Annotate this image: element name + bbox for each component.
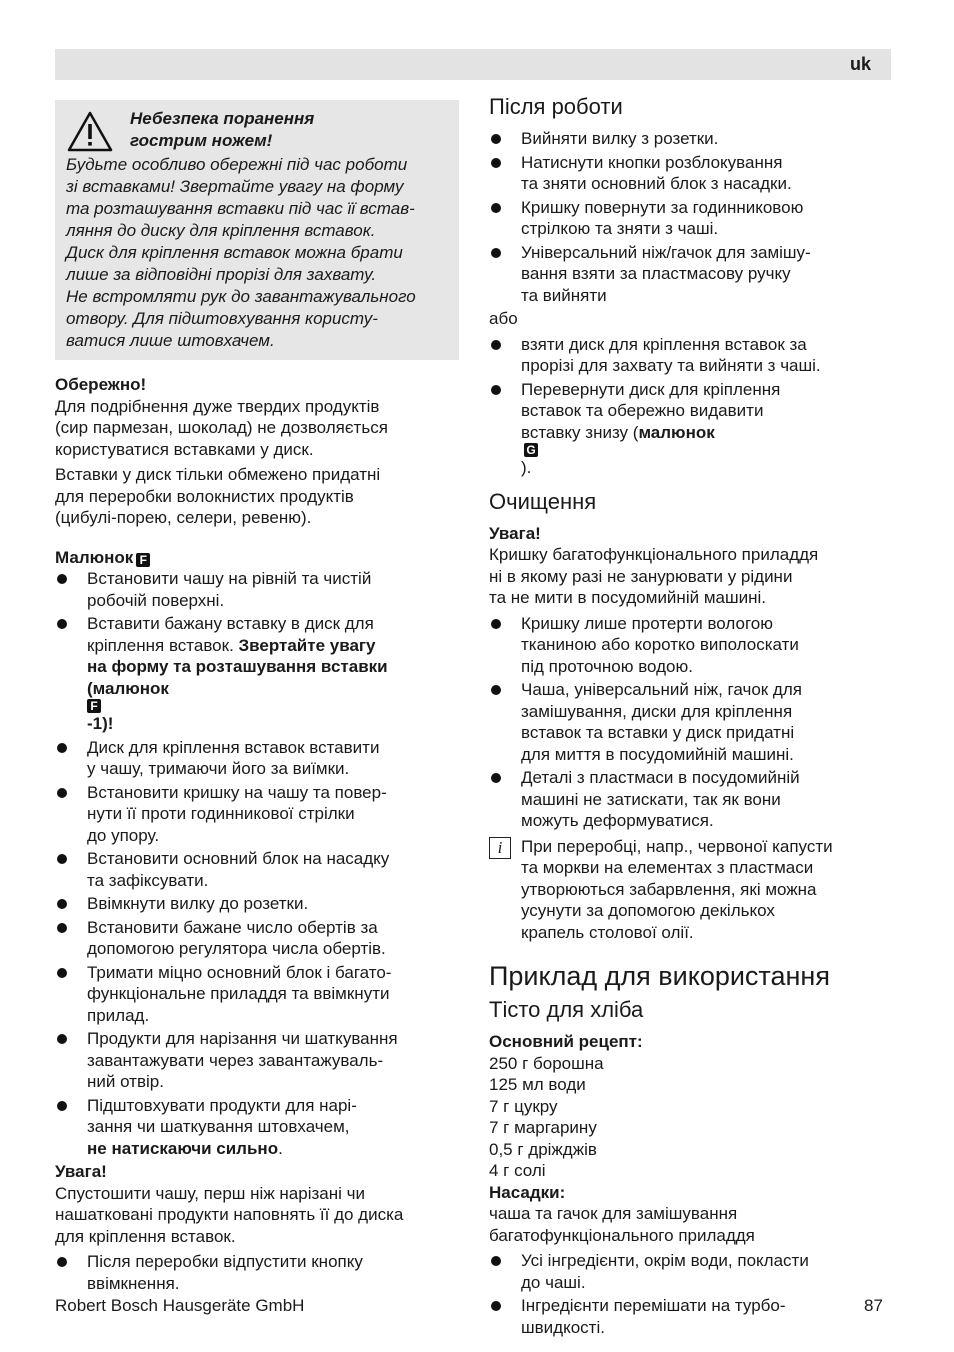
cleaning-attention-heading: Увага!	[489, 523, 541, 543]
text-line: замішування, диски для кріплення	[521, 701, 793, 721]
text-segment: вставку знизу (	[521, 422, 639, 442]
list-item	[55, 1251, 459, 1294]
text-line: Чаша, універсальний ніж, гачок для	[521, 680, 802, 699]
text-line	[87, 635, 459, 657]
after-work-list	[489, 128, 889, 306]
text-line: ввімкнення.	[87, 1273, 180, 1293]
text-line: Кришку повернути за годинниковою	[521, 197, 804, 217]
warning-line: Диск для кріплення вставок можна брати	[66, 243, 403, 262]
text-line: Тримати міцно основний блок і багато-	[87, 962, 392, 982]
text-line: та не мити в посудомийній машині.	[489, 588, 766, 607]
warning-triangle-icon	[66, 110, 114, 154]
emphasis-line	[87, 678, 459, 735]
bullet-icon	[491, 619, 501, 629]
bullet-icon	[491, 340, 501, 350]
text-line: під проточною водою.	[521, 656, 693, 676]
list-item	[489, 767, 889, 832]
caution-heading: Обережно!	[55, 375, 147, 394]
list-item	[489, 197, 889, 240]
bullet-icon	[57, 854, 67, 864]
text-segment: ).	[521, 458, 532, 477]
text-line: ний отвір.	[87, 1072, 164, 1091]
text-line	[489, 1182, 889, 1225]
text-line: та моркви на елементах з пластмаси	[521, 858, 814, 877]
list-item	[55, 782, 459, 847]
text-line: та зняти основний блок з насадки.	[521, 174, 792, 193]
list-item	[55, 613, 459, 735]
bullet-icon	[491, 1301, 501, 1311]
example-steps	[489, 1250, 889, 1338]
language-code: uk	[849, 54, 871, 74]
figure-f-steps	[55, 568, 459, 1159]
text-line: функціональне приладдя та ввімкнути	[87, 984, 390, 1003]
bullet-icon	[491, 158, 501, 168]
list-item	[489, 379, 889, 479]
list-item	[489, 128, 889, 150]
text-line: Вставки у диск тільки обмежено придатні	[55, 465, 381, 484]
text-line: Ввімкнути вилку до розетки.	[87, 894, 309, 913]
header-bar	[55, 49, 891, 80]
recipe-label: Основний рецепт:	[489, 1032, 643, 1051]
text-line: (цибулі-порею, селери, ревеню).	[55, 508, 312, 527]
bullet-icon	[57, 619, 67, 629]
caution-paragraph	[55, 396, 459, 461]
attention-paragraph	[55, 1183, 459, 1248]
warning-title-line: Небезпека поранення	[130, 109, 315, 128]
text-line: Встановити чашу на рівній та чистій	[87, 569, 372, 588]
text-line: Кришку багатофункціонального приладдя	[489, 545, 819, 564]
text-line: стрілкою та зняти з чаші.	[521, 219, 719, 238]
text-line: для переробки волокнистих продуктів	[55, 486, 354, 506]
text-line: та вийняти	[521, 285, 607, 305]
text-line: вання взяти за пластмасову ручку	[521, 264, 791, 283]
text-line: зання чи шаткування штовхачем,	[87, 1117, 350, 1136]
info-note	[489, 836, 889, 944]
bullet-icon	[57, 788, 67, 798]
warning-body	[66, 154, 447, 352]
bullet-icon	[57, 968, 67, 978]
warning-line: зі вставками! Звертайте увагу на форму	[66, 177, 404, 196]
text-line: Після переробки відпустити кнопку	[87, 1252, 363, 1271]
text-line: Усі інгредієнти, окрім води, покласти	[521, 1251, 809, 1270]
text-line: для кріплення вставок.	[55, 1226, 236, 1246]
text-line: Натиснути кнопки розблокування	[521, 152, 783, 172]
text-line: Спустошити чашу, перш ніж нарізані чи	[55, 1183, 365, 1203]
text-line: для миття в посудомийній машині.	[521, 744, 794, 764]
list-item	[489, 242, 889, 307]
text-line: прорізі для захвату та вийняти з чаші.	[521, 356, 821, 375]
text-line: Деталі з пластмаси в посудомийній	[521, 768, 800, 787]
figure-g-icon: G	[524, 443, 538, 457]
warning-line: Будьте особливо обережні під час роботи	[66, 155, 408, 174]
ingredient: 125 мл води	[489, 1075, 586, 1094]
ingredient: 250 г борошна	[489, 1053, 604, 1073]
list-item	[55, 917, 459, 960]
text-line: можуть деформуватися.	[521, 811, 714, 830]
bullet-icon	[491, 1256, 501, 1266]
bullet-icon	[491, 385, 501, 395]
text-line: тканиною або коротко виполоскати	[521, 635, 799, 654]
figure-label: Малюнок	[55, 547, 134, 567]
warning-title	[130, 108, 314, 152]
emphasis-line: на форму та розташування вставки	[87, 657, 388, 676]
attachments-label: Насадки:	[489, 1182, 566, 1202]
list-item	[489, 613, 889, 678]
list-item	[55, 568, 459, 611]
text-segment: (малюнок	[87, 678, 169, 698]
ingredient: 7 г цукру	[489, 1096, 558, 1116]
cleaning-heading: Очищення	[489, 488, 597, 514]
text-line: машині не затискати, так як вони	[521, 789, 781, 809]
figure-f-icon: F	[87, 699, 101, 713]
text-line: Встановити основний блок на насадку	[87, 849, 390, 868]
text-line: Перевернути диск для кріплення	[521, 379, 781, 399]
bullet-icon	[57, 899, 67, 909]
list-item	[55, 893, 459, 915]
warning-line: ляння до диску для кріплення вставок.	[66, 221, 376, 240]
list-item	[55, 737, 459, 780]
bullet-icon	[57, 1101, 67, 1111]
emphasis-text: Звертайте увагу	[238, 635, 376, 655]
ingredient: 7 г маргарину	[489, 1118, 597, 1137]
bullet-icon	[57, 743, 67, 753]
after-work-heading: Після роботи	[489, 94, 623, 119]
warning-line: та розташування вставки під час її встав-	[66, 199, 415, 218]
info-icon: i	[489, 837, 511, 859]
text-line: вставок та обережно видавити	[521, 401, 764, 420]
text-line: (сир пармезан, шоколад) не дозволяється	[55, 418, 388, 437]
cleaning-list	[489, 613, 889, 832]
bullet-icon	[491, 248, 501, 258]
list-item	[55, 962, 459, 1027]
list-item	[55, 848, 459, 891]
text-line: Підштовхувати продукти для нарі-	[87, 1095, 357, 1115]
text-line: Вставити бажану вставку в диск для	[87, 614, 374, 633]
text-line: робочій поверхні.	[87, 590, 225, 610]
bullet-icon	[491, 203, 501, 213]
text-line: взяти диск для кріплення вставок за	[521, 334, 807, 354]
warning-line: ватися лише штовхачем.	[66, 331, 275, 350]
text-line: Інгредієнти перемішати на турбо-	[521, 1296, 786, 1315]
text-line: та зафіксувати.	[87, 870, 209, 890]
figure-f-icon: F	[136, 553, 150, 567]
attention-list	[55, 1251, 459, 1294]
text-line: утворюються забарвлення, які можна	[521, 879, 817, 899]
attachments	[489, 1182, 889, 1247]
text-segment: чаша та гачок для замішування	[489, 1204, 738, 1223]
text-line: Кришку лише протерти вологою	[521, 613, 773, 633]
text-segment: -1)!	[87, 714, 114, 733]
text-line	[521, 422, 889, 479]
text-line: При переробці, напр., червоної капусти	[521, 836, 833, 856]
warning-box	[55, 100, 459, 360]
warning-title-line: гострим ножем!	[130, 131, 273, 150]
caution-paragraph	[55, 464, 459, 529]
text-segment: кріплення вставок.	[87, 635, 239, 655]
text-line: прилад.	[87, 1005, 150, 1025]
text-line: вставок та вставки у диск придатні	[521, 723, 795, 742]
bullet-icon	[491, 773, 501, 783]
text-segment: .	[278, 1138, 283, 1158]
ingredient-list	[489, 1053, 889, 1182]
left-column	[55, 90, 459, 1296]
text-line: у чашу, тримаючи його за виїмки.	[87, 759, 350, 778]
warning-line: Не встромляти рук до завантажувального	[66, 287, 416, 306]
text-line: Диск для кріплення вставок вставити	[87, 737, 380, 757]
text-line: Універсальний ніж/гачок для замішу-	[521, 242, 811, 262]
warning-line: лише за відповідні прорізі для захвату.	[66, 265, 377, 284]
text-line: до чаші.	[521, 1272, 586, 1292]
after-work-list-2	[489, 334, 889, 479]
list-item	[489, 152, 889, 195]
bullet-icon	[491, 685, 501, 695]
warning-line: отвору. Для підштовхування користу-	[66, 309, 378, 328]
text-line: Для подрібнення дуже твердих продуктів	[55, 396, 380, 416]
list-item	[489, 679, 889, 765]
page-number: 87	[864, 1296, 883, 1315]
emphasis-text: малюнок	[638, 422, 715, 442]
figure-f-heading	[55, 547, 459, 569]
text-line: нашатковані продукти наповнять її до диска	[55, 1205, 404, 1224]
list-item	[55, 1095, 459, 1160]
text-line: нути її проти годинникової стрілки	[87, 804, 355, 823]
text-line	[87, 1138, 459, 1160]
example-subheading: Тісто для хліба	[489, 997, 644, 1022]
text-line: багатофункціонального приладдя	[489, 1225, 755, 1245]
bullet-icon	[57, 1257, 67, 1267]
cleaning-paragraph	[489, 544, 889, 609]
text-line: користуватися вставками у диск.	[55, 439, 314, 459]
attention-heading: Увага!	[55, 1162, 107, 1181]
list-item	[55, 1028, 459, 1093]
text-line: крапель столової олії.	[521, 922, 694, 942]
text-line: допомогою регулятора числа обертів.	[87, 939, 386, 958]
emphasis-text: не натискаючи сильно	[87, 1138, 279, 1158]
bullet-icon	[57, 1034, 67, 1044]
text-line: Вийняти вилку з розетки.	[521, 129, 719, 148]
text-line: завантажувати через завантажуваль-	[87, 1050, 384, 1070]
list-item	[489, 1295, 889, 1338]
text-line: усунути за допомогою декількох	[521, 901, 775, 920]
footer-company: Robert Bosch Hausgeräte GmbH	[55, 1296, 305, 1315]
text-line: Встановити бажане число обертів за	[87, 917, 378, 937]
bullet-icon	[491, 134, 501, 144]
text-line: до упору.	[87, 825, 160, 845]
ingredient: 4 г солі	[489, 1161, 546, 1180]
list-item	[489, 1250, 889, 1293]
text-line: Встановити кришку на чашу та повер-	[87, 782, 387, 802]
bullet-icon	[57, 574, 67, 584]
list-item	[489, 334, 889, 377]
text-line: Продукти для нарізання чи шаткування	[87, 1029, 398, 1048]
text-line: ні в якому разі не занурювати у рідини	[489, 566, 793, 586]
ingredient: 0,5 г дріжджів	[489, 1139, 597, 1159]
bullet-icon	[57, 923, 67, 933]
text-line: швидкості.	[521, 1317, 605, 1337]
example-heading: Приклад для використання	[489, 961, 830, 991]
or-text: або	[489, 309, 518, 328]
right-column	[489, 90, 889, 1340]
